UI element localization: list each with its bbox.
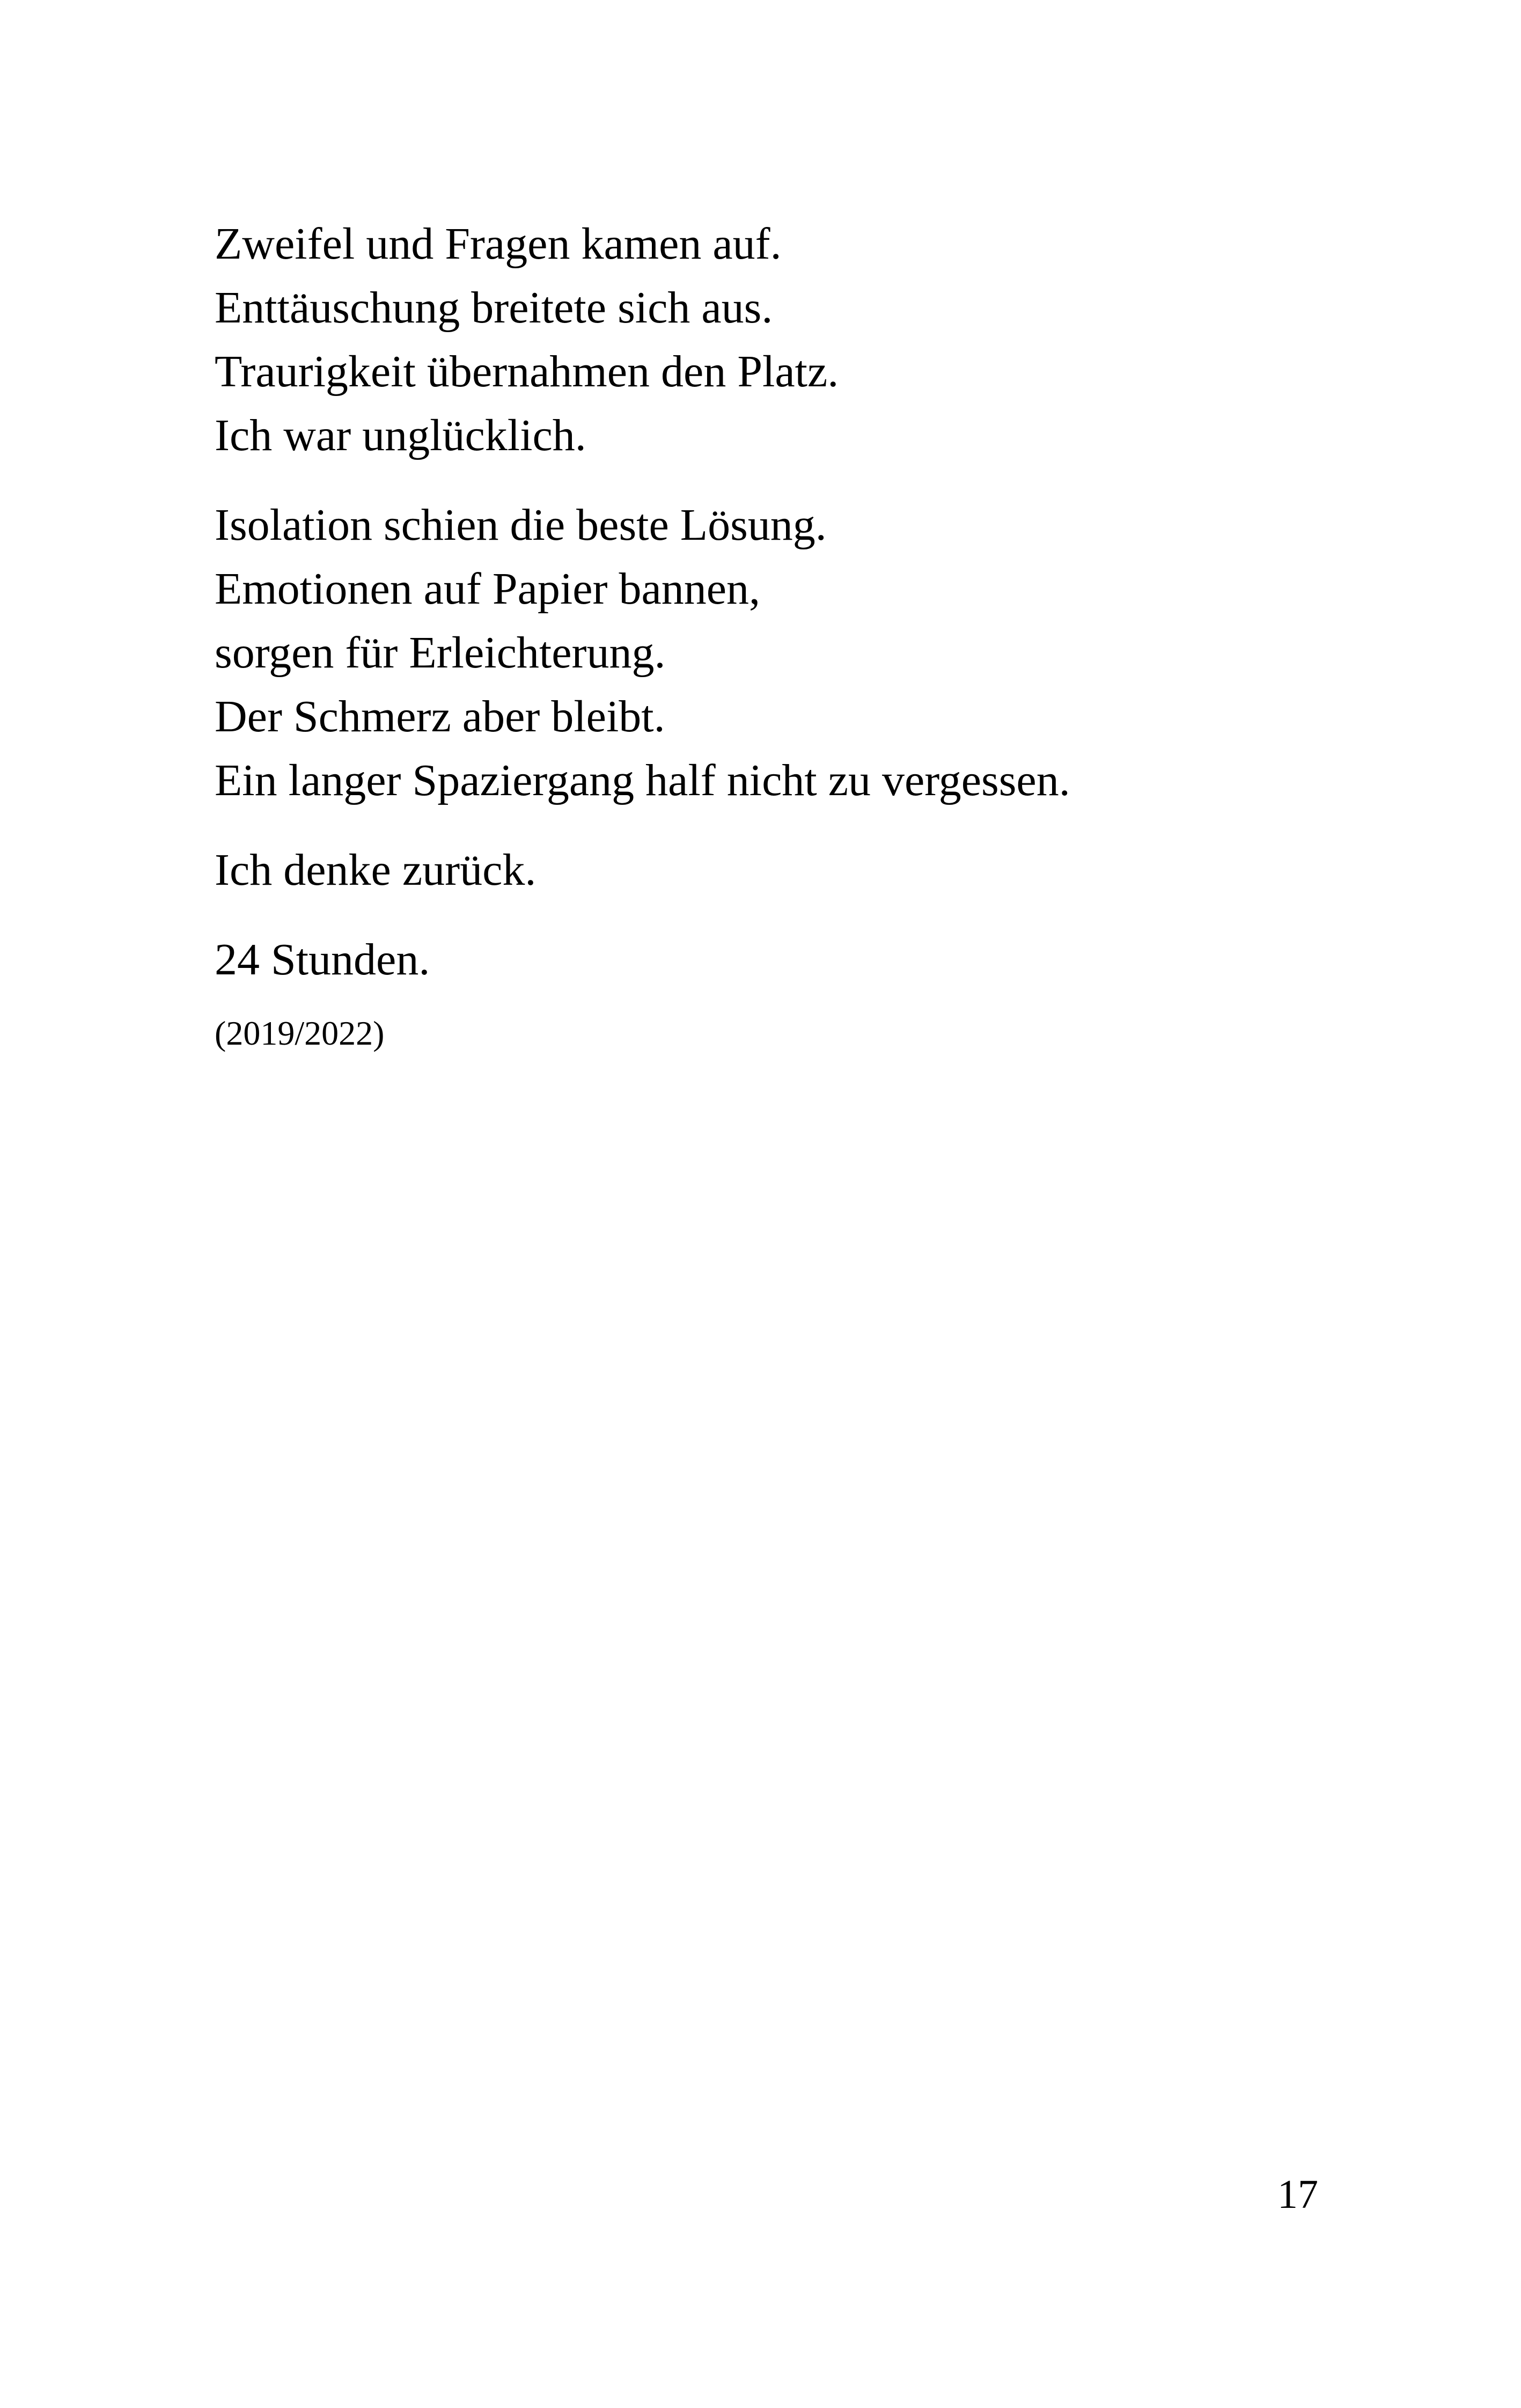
poem-line: sorgen für Erleichterung. — [215, 628, 666, 678]
poem-line: Der Schmerz aber bleibt. — [215, 692, 665, 742]
stanza-2 — [215, 493, 1341, 812]
poem-line: Isolation schien die beste Lösung. — [215, 500, 827, 550]
stanza-4 — [215, 928, 1341, 992]
poem-line: Ich denke zurück. — [215, 845, 537, 895]
poem-line: Traurigkeit übernahmen den Platz. — [215, 347, 839, 397]
poem — [215, 212, 1341, 1055]
page-number: 17 — [1277, 2172, 1318, 2217]
stanza-1 — [215, 212, 1341, 467]
date-note: (2019/2022) — [215, 1014, 385, 1052]
stanza-3 — [215, 838, 1341, 902]
poem-line: 24 Stunden. — [215, 935, 430, 985]
poem-line: Ich war unglücklich. — [215, 410, 586, 460]
poem-line: Emotionen auf Papier bannen, — [215, 564, 761, 614]
poem-line: Zweifel und Fragen kamen auf. — [215, 219, 782, 269]
poem-line: Ein langer Spaziergang half nicht zu vergessen. — [215, 755, 1070, 805]
poem-line: Enttäuschung breitete sich aus. — [215, 283, 773, 333]
